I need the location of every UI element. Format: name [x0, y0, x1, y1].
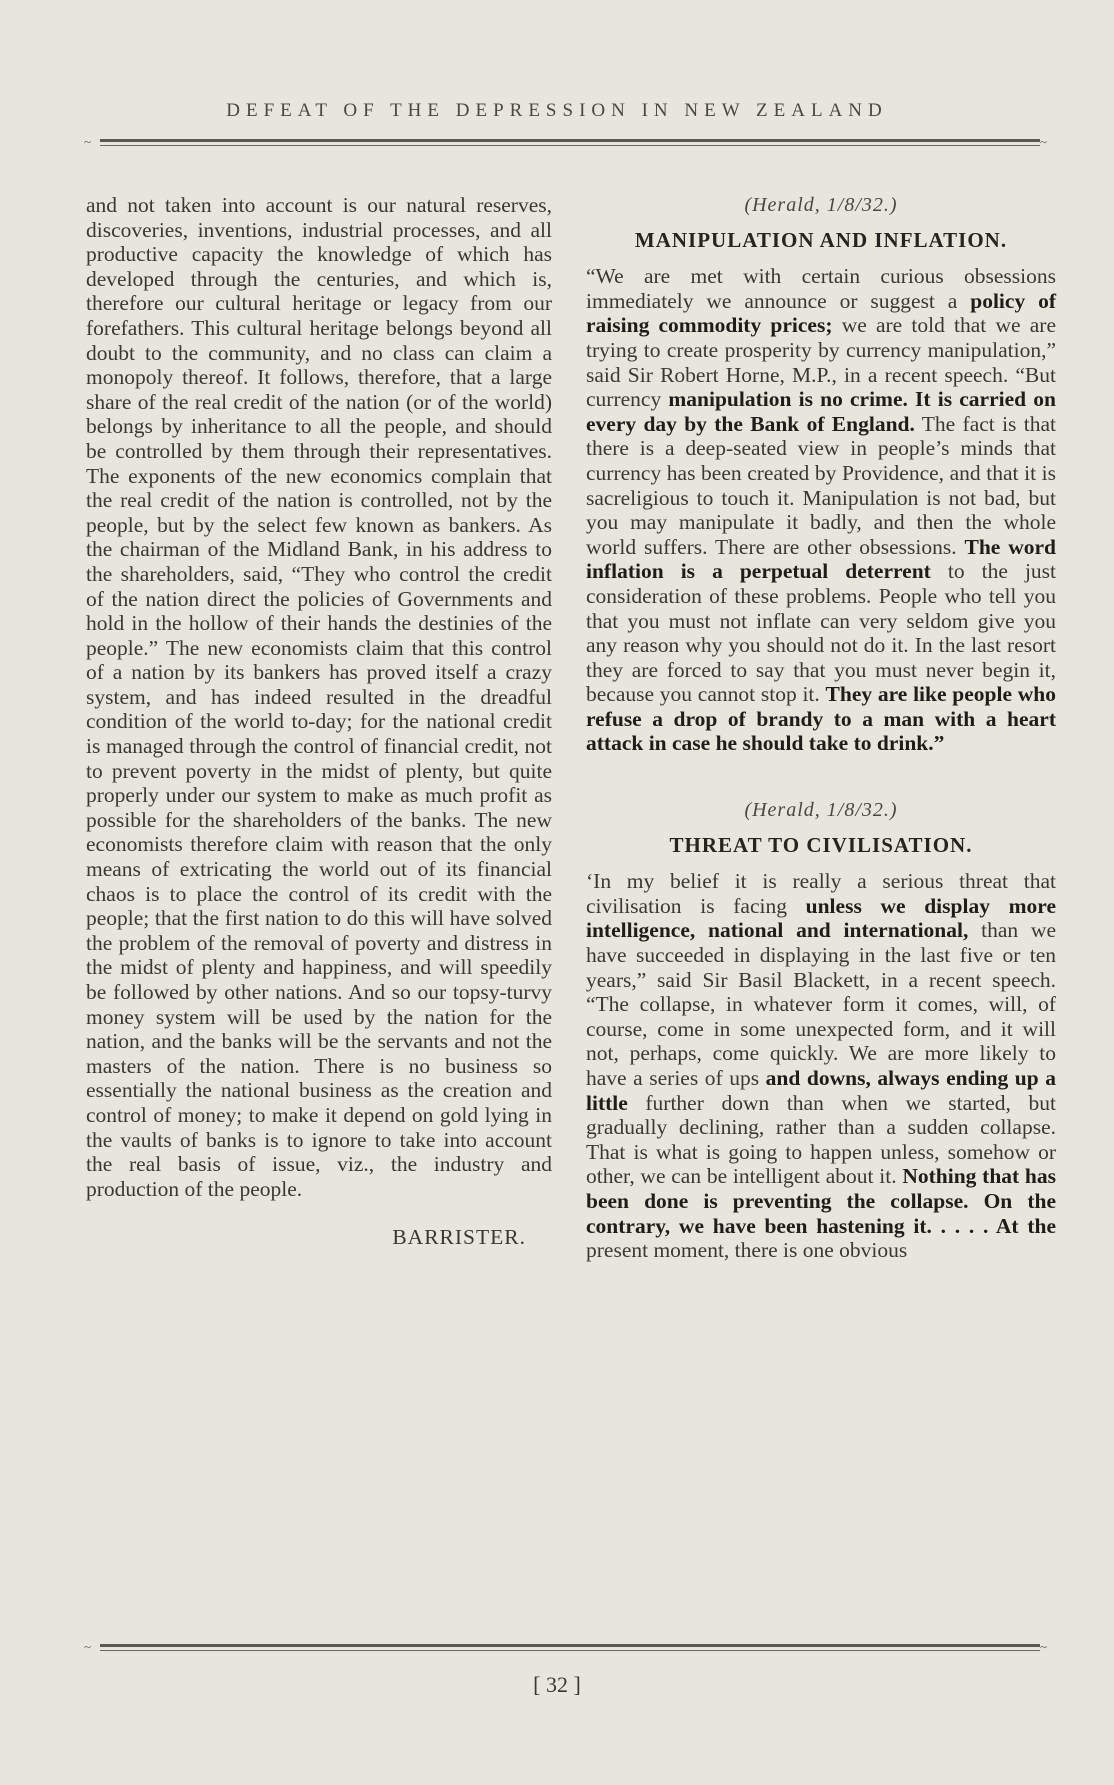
- running-head: DEFEAT OF THE DEPRESSION IN NEW ZEALAND: [226, 100, 888, 121]
- section1-text-3: The fact is that there is a deep-seated view in people’s minds that currency has been created by Providence, and that it is sacreligious to touch it. Manipulation is not bad, but you may manipulate it badly, and then the whole world suffers. There are other obsessions.: [586, 411, 1056, 559]
- section2-bold-2: and downs, always ending up a little: [586, 1066, 1056, 1115]
- left-paragraph: [86, 193, 552, 1201]
- left-column: [86, 193, 552, 1250]
- section1-bold-1: policy of raising commodity prices;: [586, 288, 1057, 338]
- bottom-left-ornament: ~: [84, 1639, 92, 1654]
- section1-bold-4: They are like people who refuse a drop of brandy to a man with a heart attack in case he should take to drink.”: [586, 682, 1056, 756]
- top-right-ornament: ~: [1040, 134, 1048, 149]
- left-paragraph-text: and not taken into account is our natural reserves, discoveries, inventions, industrial processes, and all productive capacity the knowledge of which has developed through the centuries, and which is, therefore our cultural heritage or legacy from our forefathers. This cultural heritage belongs beyond all doubt to the community, and no class can claim a monopoly thereof. It follows, therefore, that a large share of the real credit of the nation (or of the world) belongs by inheritance to all the people, and should be controlled by them through their representatives. The exponents of the new economics complain that the real credit of the nation is controlled, not by the people, but by the select few known as bankers. As the chairman of the Midland Bank, in his address to the shareholders, said, “They who control the credit of the nation direct the policies of Governments and hold in the hollow of their hands the destinies of the people.” The new economists claim that this control of a nation by its bankers has proved itself a crazy system, and has indeed resulted in the dreadful condition of the world to-day; for the national credit is managed through the control of financial credit, not to prevent poverty in the midst of plenty, but quite properly under our system to make as much profit as possible for the shareholders of the banks. The new economists therefore claim with reason that the only means of extricating the world out of its financial chaos is to place the control of its credit with the people; that the first nation to do this will have solved the problem of the removal of poverty and distress in the midst of plenty and happiness, and will speedily be followed by other nations. And so our topsy-turvy money system will be used by the nation for the nation, and the banks will be the servants and not the masters of the nation. There is no business so essentially the national business as the creation and control of money; to make it depend on gold lying in the vaults of banks is to ignore to take into account the real basis of issue, viz., the industry and production of the people.: [86, 193, 552, 1201]
- section1-heading: MANIPULATION AND INFLATION.: [634, 227, 1008, 252]
- section1-text-2: we are told that we are trying to create prosperity by currency manipulation,” said Sir Robert Horne, M.P., in a recent speech. “But currency: [586, 313, 1056, 412]
- section1-bold-2: manipulation is no crime. It is carried on every day by the Bank of England.: [586, 387, 1056, 436]
- section1-source: (Herald, 1/8/32.): [744, 194, 898, 216]
- bottom-right-ornament: ~: [1040, 1639, 1048, 1654]
- section2-text-4: present moment, there is one obvious: [586, 1238, 908, 1263]
- page-number: [ 32 ]: [533, 1672, 581, 1697]
- bottom-rule: [100, 1644, 1040, 1647]
- section2-text-3: further down than when we started, but gradually declining, rather than a sudden collapse. That is what is going to happen unless, somehow or other, we can be intelligent about it.: [586, 1090, 1056, 1189]
- section2-bold-3: Nothing that has been done is preventing the collapse. On the contrary, we have been hastening it. . . . . At the: [586, 1164, 1056, 1238]
- section2-heading: THREAT TO CIVILISATION.: [669, 832, 973, 857]
- top-left-ornament: ~: [84, 134, 92, 149]
- right-column: [586, 193, 1056, 1263]
- section2-body: [586, 869, 1056, 1263]
- top-rule: [100, 139, 1040, 142]
- section2-text-2: than we have succeeded in displaying in the last five or ten years,” said Sir Basil Blackett, in a recent speech. “The collapse, in whatever form it comes, will, of course, come in some unexpected form, and it will not, perhaps, come quickly. We are more likely to have a series of ups: [586, 918, 1056, 1090]
- section1-body: [586, 264, 1056, 756]
- section1-text-4: to the just consideration of these problems. People who tell you that you must not inflate can very seldom give you any reason why you should not do it. In the last resort they are forced to say that you must never begin it, because you cannot stop it.: [586, 559, 1057, 707]
- section2-source: (Herald, 1/8/32.): [744, 799, 898, 822]
- section1-bold-3: The word inflation is a perpetual deterrent: [586, 534, 1057, 584]
- top-rule-thin: [100, 145, 1040, 146]
- section1-text-1: “We are met with certain curious obsessions immediately we announce or suggest a: [586, 264, 1056, 313]
- bottom-rule-thin: [100, 1650, 1040, 1651]
- section2-text-1: ‘In my belief it is really a serious threat that civilisation is facing: [586, 869, 1056, 918]
- signature: BARRISTER.: [392, 1225, 526, 1250]
- section2-bold-1: unless we display more intelligence, national and international,: [586, 893, 1056, 943]
